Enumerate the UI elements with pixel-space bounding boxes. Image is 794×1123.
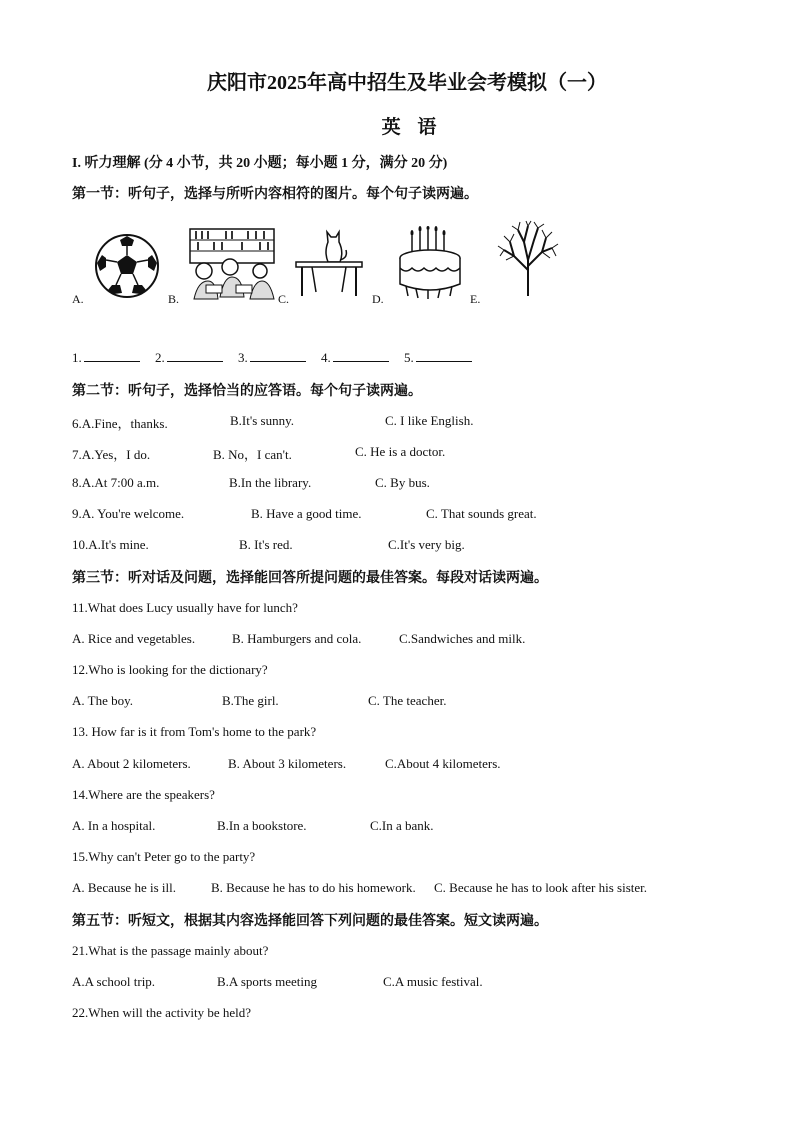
option-a[interactable]: A. About 2 kilometers. <box>72 756 191 771</box>
picture-letter-e: E. <box>470 292 481 306</box>
cat-on-table-icon <box>294 222 366 298</box>
question-12-text: 12.Who is looking for the dictionary? <box>72 662 268 677</box>
blank-2-label: 2. <box>155 350 165 365</box>
option-a[interactable]: 9.A. You're welcome. <box>72 506 185 521</box>
blank-3-label: 3. <box>238 350 248 365</box>
option-a[interactable]: A. Rice and vegetables. <box>72 631 196 646</box>
blank-5-label: 5. <box>404 350 414 365</box>
tree-icon <box>496 220 560 298</box>
option-b[interactable]: B. It's red. <box>239 537 293 552</box>
option-a[interactable]: A.A school trip. <box>72 974 156 989</box>
children-reading-icon <box>186 227 278 301</box>
question-13-text: 13. How far is it from Tom's home to the park? <box>72 724 317 739</box>
answer-blanks <box>72 350 472 366</box>
option-a[interactable]: 10.A.It's mine. <box>72 537 149 552</box>
option-c[interactable]: C. Because he has to look after his sister. <box>434 880 648 895</box>
question-22-text: 22.When will the activity be held? <box>72 1005 252 1020</box>
option-c[interactable]: C. I like English. <box>385 413 474 428</box>
blank-4[interactable] <box>333 350 389 362</box>
subject-title: 英 语 <box>381 117 443 138</box>
section1-heading: 第一节：听句子，选择与所听内容相符的图片。每个句子读两遍。 <box>72 187 478 202</box>
blank-2[interactable] <box>167 350 223 362</box>
section3-heading: 第三节：听对话及问题，选择能回答所提问题的最佳答案。每段对话读两遍。 <box>72 571 548 586</box>
part1-heading: I. 听力理解 (分 4 小节，共 20 小题；每小题 1 分，满分 20 分) <box>72 156 448 171</box>
blank-4-label: 4. <box>321 350 331 365</box>
option-a[interactable]: 8.A.At 7:00 a.m. <box>72 475 160 490</box>
option-b[interactable]: B.It's sunny. <box>230 413 294 428</box>
question-21-text: 21.What is the passage mainly about? <box>72 943 269 958</box>
option-b[interactable]: B.In a bookstore. <box>217 818 307 833</box>
option-a[interactable]: A. Because he is ill. <box>72 880 176 895</box>
picture-letter-a: A. <box>72 292 84 306</box>
option-b[interactable]: B.In the library. <box>229 475 312 490</box>
option-b[interactable]: B. No，I can't. <box>213 447 292 462</box>
option-c[interactable]: C.About 4 kilometers. <box>385 756 501 771</box>
option-a[interactable]: 7.A.Yes，I do. <box>72 447 151 462</box>
question-15-text: 15.Why can't Peter go to the party? <box>72 849 256 864</box>
question-11-text: 11.What does Lucy usually have for lunch? <box>72 600 298 615</box>
option-c[interactable]: C. By bus. <box>375 475 430 490</box>
blank-1[interactable] <box>84 350 140 362</box>
option-b[interactable]: B. Have a good time. <box>251 506 362 521</box>
picture-letter-c: C. <box>278 292 290 306</box>
option-b[interactable]: B. Because he has to do his homework. <box>211 880 416 895</box>
option-c[interactable]: C. That sounds great. <box>426 506 537 521</box>
option-a[interactable]: A. The boy. <box>72 693 134 708</box>
blank-1-label: 1. <box>72 350 82 365</box>
picture-letter-d: D. <box>372 292 384 306</box>
question-14-text: 14.Where are the speakers? <box>72 787 215 802</box>
option-b[interactable]: B. About 3 kilometers. <box>228 756 347 771</box>
soccer-ball-icon <box>94 233 160 299</box>
option-c[interactable]: C.It's very big. <box>388 537 465 552</box>
blank-3[interactable] <box>250 350 306 362</box>
section5-heading: 第五节：听短文，根据其内容选择能回答下列问题的最佳答案。短文读两遍。 <box>72 914 548 929</box>
birthday-cake-icon <box>394 226 466 300</box>
blank-5[interactable] <box>416 350 472 362</box>
option-b[interactable]: B.A sports meeting <box>217 974 318 989</box>
picture-letter-b: B. <box>168 292 180 306</box>
section2-heading: 第二节：听句子，选择恰当的应答语。每个句子读两遍。 <box>72 384 422 399</box>
option-b[interactable]: B.The girl. <box>222 693 279 708</box>
option-a[interactable]: 6.A.Fine，thanks. <box>72 416 168 431</box>
option-c[interactable]: C. The teacher. <box>368 693 447 708</box>
option-c[interactable]: C.Sandwiches and milk. <box>399 631 526 646</box>
option-c[interactable]: C.A music festival. <box>383 974 483 989</box>
option-a[interactable]: A. In a hospital. <box>72 818 156 833</box>
page-title: 庆阳市2025年高中招生及毕业会考模拟（一） <box>207 72 607 94</box>
option-c[interactable]: C.In a bank. <box>370 818 434 833</box>
option-b[interactable]: B. Hamburgers and cola. <box>232 631 362 646</box>
option-c[interactable]: C. He is a doctor. <box>355 444 446 459</box>
